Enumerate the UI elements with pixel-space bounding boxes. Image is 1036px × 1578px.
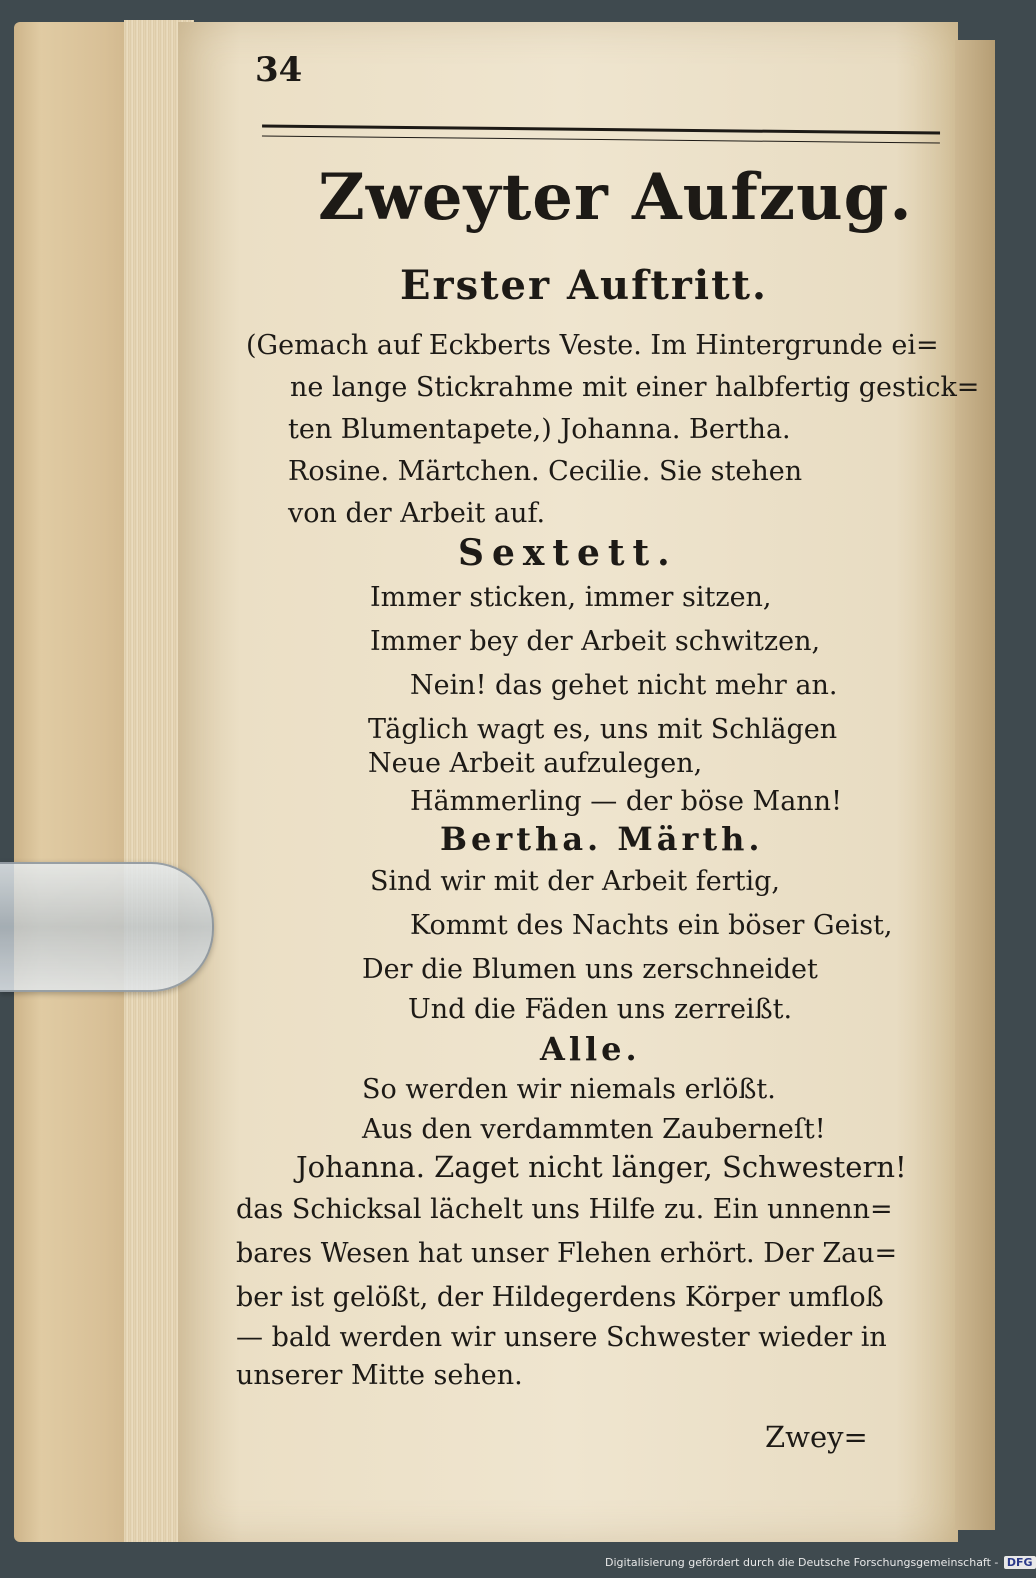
book-page	[178, 22, 958, 1542]
verse-line: So werden wir niemals erlößt.	[362, 1074, 776, 1105]
stage-direction-line: von der Arbeit auf.	[288, 498, 546, 529]
johanna-line: — bald werden wir unsere Schwester wieder in	[236, 1322, 887, 1353]
johanna-line: Johanna. Zaget nicht länger, Schwestern!	[296, 1150, 907, 1184]
stage-direction-line: ne lange Stickrahme mit einer halbfertig gestick=	[290, 372, 980, 403]
verse-line: Immer sticken, immer sitzen,	[370, 582, 772, 613]
stage-direction-line: Rosine. Märtchen. Cecilie. Sie stehen	[288, 456, 803, 487]
catchword: Zwey=	[765, 1420, 868, 1454]
stage-direction-line: ten Blumentapete,) Johanna. Bertha.	[288, 414, 791, 445]
speaker-alle: Alle.	[540, 1030, 641, 1068]
verse-line: Der die Blumen uns zerschneidet	[362, 954, 818, 985]
verse-line: Und die Fäden uns zerreißt.	[408, 994, 793, 1025]
next-page-edge	[955, 40, 995, 1530]
footer-text: Digitalisierung gefördert durch die Deutsche Forschungsgemeinschaft -	[605, 1556, 999, 1569]
scene-title: Erster Auftritt.	[400, 262, 768, 309]
verse-line: Kommt des Nachts ein böser Geist,	[410, 910, 893, 941]
page-number: 34	[255, 50, 303, 90]
verse-line: Nein! das gehet nicht mehr an.	[410, 670, 838, 701]
verse-line: Aus den verdammten Zauberneſt!	[362, 1114, 826, 1145]
scan-clamp	[0, 862, 214, 992]
verse-line: Immer bey der Arbeit schwitzen,	[370, 626, 821, 657]
footer-credit	[605, 1556, 1036, 1569]
johanna-line: das Schicksal lächelt uns Hilfe zu. Ein unnenn=	[236, 1194, 893, 1225]
verse-line: Neue Arbeit aufzulegen,	[368, 748, 703, 779]
verse-line: Sind wir mit der Arbeit fertig,	[370, 866, 781, 897]
johanna-line: unserer Mitte sehen.	[236, 1360, 523, 1391]
johanna-line: ber ist gelößt, der Hildegerdens Körper umfloß	[236, 1282, 884, 1313]
verse-line: Hämmerling — der böse Mann!	[410, 786, 842, 817]
verse-line: Täglich wagt es, uns mit Schlägen	[368, 714, 838, 745]
act-title: Zweyter Aufzug.	[318, 160, 913, 235]
johanna-line: bares Wesen hat unser Flehen erhört. Der Zau=	[236, 1238, 898, 1269]
stage-direction-line: (Gemach auf Eckberts Veste. Im Hintergrunde ei=	[246, 330, 939, 361]
speaker-bertha: Bertha. Märth.	[440, 820, 764, 858]
sextett-heading: Sextett.	[458, 532, 678, 574]
dfg-logo: DFG	[1004, 1556, 1036, 1569]
